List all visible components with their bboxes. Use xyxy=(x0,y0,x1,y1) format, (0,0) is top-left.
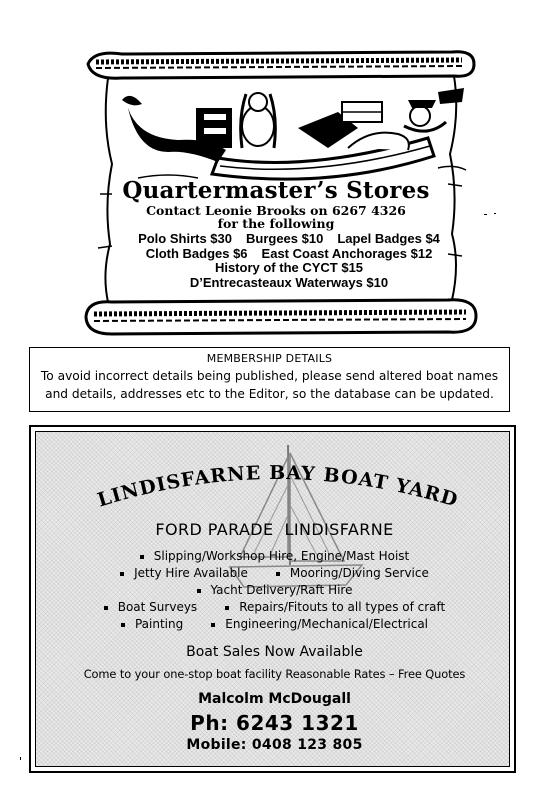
service-line xyxy=(31,582,518,599)
boatyard-services xyxy=(31,548,518,633)
mermaid-boat-illustration xyxy=(108,78,468,182)
item-dentrecasteaux-waterways: D’Entrecasteaux Waterways $10 xyxy=(189,274,389,290)
boat-sales-heading: Boat Sales Now Available xyxy=(186,644,363,660)
service-item: Painting xyxy=(121,616,183,633)
bullet-icon xyxy=(276,572,280,576)
item-cloth-badges: Cloth Badges $6 xyxy=(145,245,248,261)
bullet-icon xyxy=(121,623,125,627)
contact-name: Malcolm McDougall xyxy=(198,691,351,707)
service-item: Engineering/Mechanical/Electrical xyxy=(211,616,428,633)
scan-speck xyxy=(484,214,487,215)
membership-details-box xyxy=(29,347,510,412)
contact-line: Contact Leonie Brooks on 6267 4326 xyxy=(146,203,406,218)
bullet-icon xyxy=(225,606,229,610)
item-polo-shirts: Polo Shirts $30 xyxy=(138,231,232,246)
service-line xyxy=(31,616,518,633)
scan-speck xyxy=(494,213,496,214)
service-item: Mooring/Diving Service xyxy=(276,565,429,582)
item-line xyxy=(118,247,460,262)
service-item: Repairs/Fitouts to all types of craft xyxy=(225,599,445,616)
boatyard-tagline: Come to your one-stop boat facility Reasonable Rates – Free Quotes xyxy=(83,667,466,681)
bullet-icon xyxy=(211,623,215,627)
membership-heading: MEMBERSHIP DETAILS xyxy=(206,352,333,365)
item-east-coast-anchorages: East Coast Anchorages $12 xyxy=(261,245,433,261)
boatyard-address: FORD PARADE LINDISFARNE xyxy=(155,520,394,539)
item-line xyxy=(118,232,460,247)
svg-text:LINDISFARNE BAY BOAT YARD xyxy=(95,462,461,512)
bullet-icon xyxy=(140,555,144,559)
service-item: Boat Surveys xyxy=(104,599,197,616)
contact-subline: for the following xyxy=(217,216,335,231)
quartermaster-title: Quartermaster’s Stores xyxy=(122,177,430,204)
service-item: Yacht Delivery/Raft Hire xyxy=(197,582,353,599)
membership-body: To avoid incorrect details being published, please send altered boat names and details, addresses etc to the Editor, so the database can be updated. xyxy=(40,369,499,401)
item-line xyxy=(118,261,460,276)
boatyard-advert xyxy=(29,425,516,773)
quartermaster-contact xyxy=(0,204,552,230)
phone-number: Ph: 6243 1321 xyxy=(190,711,359,735)
service-line xyxy=(31,548,518,565)
mobile-number: Mobile: 0408 123 805 xyxy=(186,737,363,753)
quartermaster-items xyxy=(118,232,460,290)
item-history-cyct: History of the CYCT $15 xyxy=(214,260,364,276)
bullet-icon xyxy=(104,606,108,610)
service-line xyxy=(31,599,518,616)
bullet-icon xyxy=(120,572,124,576)
service-line xyxy=(31,565,518,582)
service-item: Jetty Hire Available xyxy=(120,565,248,582)
bullet-icon xyxy=(197,589,201,593)
item-line xyxy=(118,276,460,291)
item-lapel-badges: Lapel Badges $4 xyxy=(337,231,440,246)
boatyard-title xyxy=(31,427,518,527)
boatyard-title-text: LINDISFARNE BAY BOAT YARD xyxy=(94,461,461,512)
service-item: Slipping/Workshop Hire, Engine/Mast Hoist xyxy=(140,548,409,565)
item-burgees: Burgees $10 xyxy=(245,231,324,246)
scan-speck xyxy=(20,757,21,760)
